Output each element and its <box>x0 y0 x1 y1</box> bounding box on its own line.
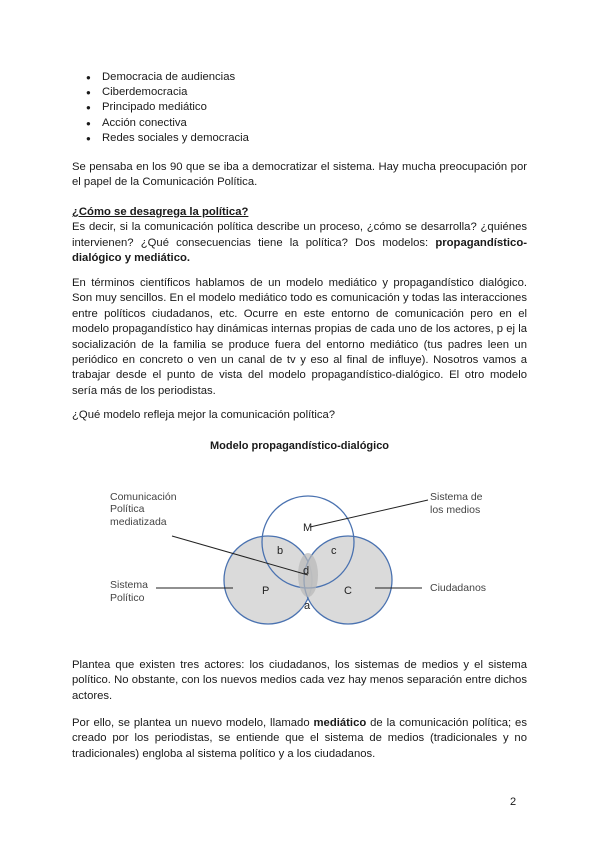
mediatico-bold: mediático <box>313 717 367 729</box>
label-comunicacion-3: mediatizada <box>110 516 167 528</box>
bullet-item: ● Redes sociales y democracia <box>72 131 249 146</box>
mediatico-text-b: de la comunicación política; es creado por los periodistas, se entiende que el sistema de medios (tradicionales y no tradicionales) engloba al sistema político y a los ciudadanos. <box>72 717 527 760</box>
paragraph-intro: Se pensaba en los 90 que se iba a democratizar el sistema. Hay mucha preocupación por el papel de la Comunicación Política. <box>72 161 527 189</box>
region-b: b <box>277 545 284 557</box>
region-m: M <box>303 522 313 534</box>
paragraph-question: ¿Qué modelo refleja mejor la comunicación política? <box>72 409 336 421</box>
venn-diagram <box>100 480 500 640</box>
topic-bullet-list <box>72 70 249 146</box>
region-cap-c: C <box>344 585 352 597</box>
label-comunicacion-1: Comunicación <box>110 491 177 503</box>
section-bold-text: propagandístico-dialógico y mediático. <box>72 236 527 265</box>
section-block <box>72 205 527 267</box>
leader-line-medios <box>310 500 428 527</box>
region-a: a <box>304 600 311 612</box>
bullet-item: ● Principado mediático <box>72 100 249 115</box>
paragraph-mediatico <box>72 716 527 762</box>
label-ciudadanos: Ciudadanos <box>430 582 487 594</box>
label-medios-2: los medios <box>430 504 481 516</box>
paragraph-models: En términos científicos hablamos de un modelo mediático y propagandístico dialógico. Son muy sencillos. En el modelo mediático todo es comunicación y todas las interacciones entre políticos ciudadanos, etc. Ocurre en este entorno de comunicación pero en el modelo propagandístico hay dinámicas internas propias de cada uno de los actores, p ej la socialización de la familia se produce fuera del entorno mediático (tus padres leen un periódico en concreto o ven un canal de tv y eso al final de influye). Nosotros vamos a trabajar desde el punto de vista del modelo propagandístico-dialógico. El otro modelo sería más de los periodistas. <box>72 277 527 397</box>
label-medios-1: Sistema de <box>430 491 483 503</box>
mediatico-text-a: Por ello, se plantea un nuevo modelo, llamado <box>72 717 314 729</box>
section-text: Es decir, si la comunicación política describe un proceso, ¿cómo se desarrolla? ¿quiénes intervienen? ¿Qué consecuencias tiene la política? Dos modelos: <box>72 221 527 249</box>
region-c: c <box>331 545 337 557</box>
label-comunicacion-2: Política <box>110 503 145 515</box>
section-heading: ¿Cómo se desagrega la política? <box>72 206 249 218</box>
page-number: 2 <box>510 796 517 808</box>
paragraph-actors: Plantea que existen tres actores: los ciudadanos, los sistemas de medios y el sistema político. No obstante, con los nuevos medios cada vez hay menos separación entre dichos actores. <box>72 659 527 702</box>
figure-title: Modelo propagandístico-dialógico <box>209 440 390 452</box>
label-politico-1: Sistema <box>110 579 148 591</box>
bullet-item: ● Ciberdemocracia <box>72 85 249 100</box>
bullet-item: ● Democracia de audiencias <box>72 70 249 85</box>
region-p: P <box>262 585 270 597</box>
bullet-item: ● Acción conectiva <box>72 116 249 131</box>
label-politico-2: Político <box>110 592 145 604</box>
region-d: d <box>303 565 310 577</box>
